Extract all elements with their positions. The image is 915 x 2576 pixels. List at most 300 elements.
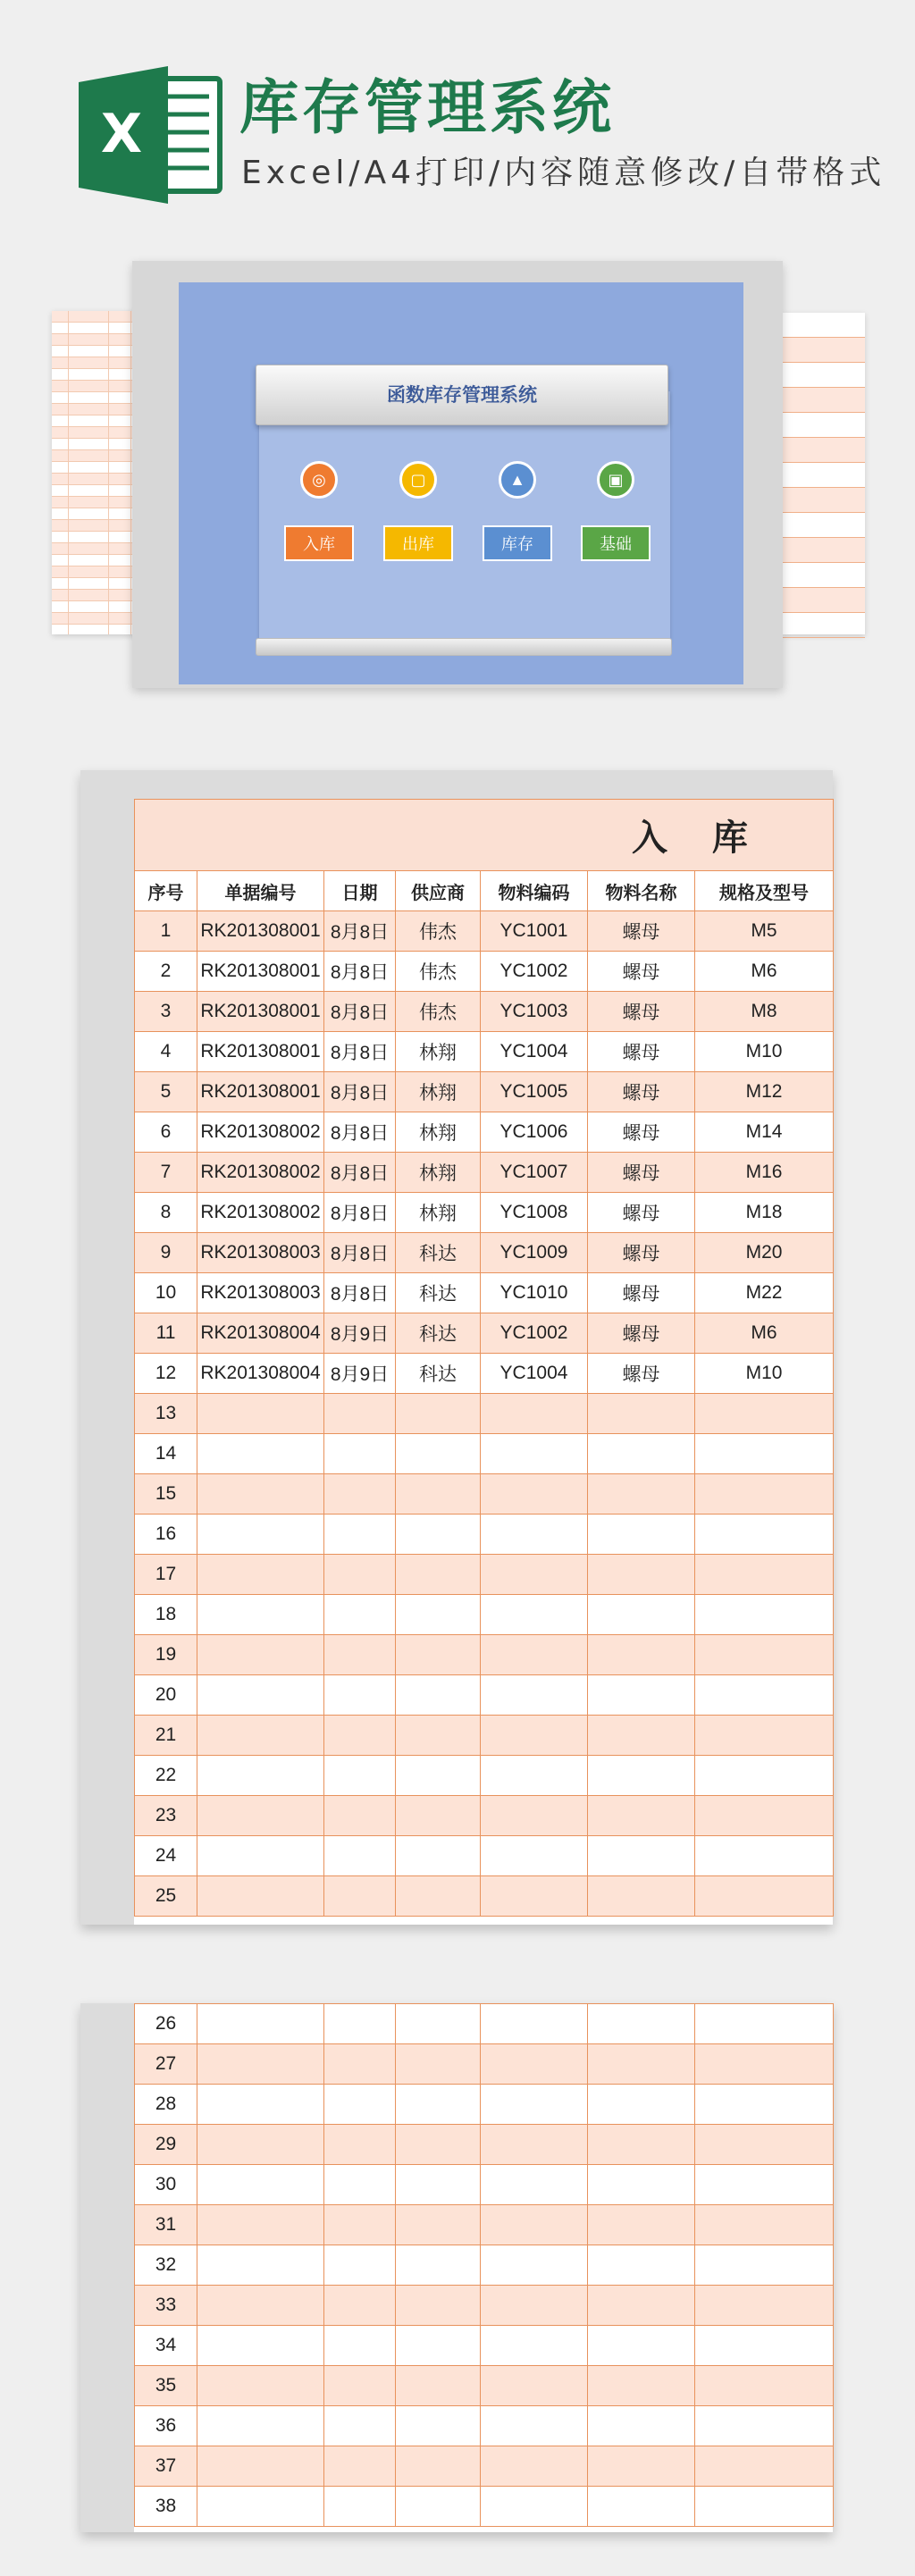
table-cell[interactable]: 16 <box>135 1515 197 1555</box>
table-cell[interactable] <box>324 1756 396 1796</box>
table-cell[interactable] <box>197 2286 324 2326</box>
table-row <box>135 2446 834 2487</box>
table-cell[interactable] <box>197 2085 324 2125</box>
table-cell[interactable]: 8月8日 <box>324 1233 396 1273</box>
table-cell[interactable] <box>197 2446 324 2487</box>
table-cell[interactable] <box>324 2446 396 2487</box>
table-cell[interactable] <box>197 2044 324 2085</box>
table-cell[interactable] <box>481 2125 588 2165</box>
table-cell[interactable] <box>588 1394 695 1434</box>
table-cell[interactable] <box>695 1836 834 1876</box>
table-cell[interactable] <box>197 1716 324 1756</box>
table-cell[interactable] <box>396 1515 481 1555</box>
table-cell[interactable]: RK201308001 <box>197 911 324 952</box>
table-cell[interactable] <box>324 2004 396 2044</box>
table-cell[interactable]: RK201308003 <box>197 1273 324 1313</box>
table-cell[interactable] <box>481 2286 588 2326</box>
table-cell[interactable]: 林翔 <box>396 1153 481 1193</box>
table-cell[interactable] <box>588 2286 695 2326</box>
table-cell[interactable]: 29 <box>135 2125 197 2165</box>
table-cell[interactable]: 螺母 <box>588 911 695 952</box>
table-cell[interactable]: RK201308001 <box>197 952 324 992</box>
table-cell[interactable]: 伟杰 <box>396 992 481 1032</box>
table-cell[interactable] <box>588 2326 695 2366</box>
table-row <box>135 1595 834 1635</box>
table-cell[interactable]: M6 <box>695 952 834 992</box>
table-cell[interactable] <box>695 1876 834 1917</box>
table-cell[interactable]: 6 <box>135 1112 197 1153</box>
table-cell[interactable] <box>481 1474 588 1515</box>
table-cell[interactable]: RK201308004 <box>197 1354 324 1394</box>
table-cell[interactable] <box>197 1394 324 1434</box>
table-cell[interactable]: 19 <box>135 1635 197 1675</box>
table-cell[interactable]: M12 <box>695 1072 834 1112</box>
table-cell[interactable] <box>197 2406 324 2446</box>
table-cell[interactable] <box>396 1675 481 1716</box>
table-cell[interactable] <box>324 2406 396 2446</box>
table-cell[interactable]: M10 <box>695 1032 834 1072</box>
table-row <box>135 1153 834 1193</box>
table-cell[interactable]: 30 <box>135 2165 197 2205</box>
inbound-button[interactable]: 入库 <box>284 525 354 561</box>
table-cell[interactable] <box>695 1394 834 1434</box>
table-cell[interactable]: 林翔 <box>396 1112 481 1153</box>
table-cell[interactable] <box>481 2326 588 2366</box>
table-cell[interactable]: 20 <box>135 1675 197 1716</box>
table-cell[interactable]: 科达 <box>396 1273 481 1313</box>
table-cell[interactable]: YC1002 <box>481 1313 588 1354</box>
table-cell[interactable] <box>396 1876 481 1917</box>
table-cell[interactable]: M22 <box>695 1273 834 1313</box>
menu-panel <box>259 384 670 643</box>
table-cell[interactable]: 23 <box>135 1796 197 1836</box>
table-cell[interactable] <box>588 1836 695 1876</box>
table-row <box>135 2406 834 2446</box>
table-cell[interactable]: M18 <box>695 1193 834 1233</box>
table-cell[interactable] <box>197 2004 324 2044</box>
table-cell[interactable] <box>481 2487 588 2527</box>
table-cell[interactable]: YC1006 <box>481 1112 588 1153</box>
table-cell[interactable]: RK201308004 <box>197 1313 324 1354</box>
table-row <box>135 1354 834 1394</box>
table-cell[interactable]: 8月8日 <box>324 992 396 1032</box>
table-cell[interactable] <box>695 1515 834 1555</box>
table-cell[interactable] <box>481 1836 588 1876</box>
table-cell[interactable] <box>695 2245 834 2286</box>
table-cell[interactable]: 37 <box>135 2446 197 2487</box>
table-cell[interactable] <box>695 2326 834 2366</box>
table-row <box>135 2245 834 2286</box>
table-cell[interactable]: M16 <box>695 1153 834 1193</box>
table-cell[interactable] <box>197 2245 324 2286</box>
table-cell[interactable] <box>324 2205 396 2245</box>
table-cell[interactable]: 8月8日 <box>324 1112 396 1153</box>
table-cell[interactable] <box>588 2165 695 2205</box>
table-cell[interactable]: 8月8日 <box>324 1193 396 1233</box>
menu-footer-bar <box>256 638 672 656</box>
table-cell[interactable] <box>695 2487 834 2527</box>
table-row <box>135 1112 834 1153</box>
table-cell[interactable]: 螺母 <box>588 1193 695 1233</box>
table-cell[interactable]: 8月8日 <box>324 1072 396 1112</box>
table-cell[interactable]: 8月8日 <box>324 911 396 952</box>
table-cell[interactable]: 螺母 <box>588 1313 695 1354</box>
table-cell[interactable]: RK201308002 <box>197 1112 324 1153</box>
table-cell[interactable]: 31 <box>135 2205 197 2245</box>
table-cell[interactable] <box>396 1836 481 1876</box>
table-cell[interactable]: 11 <box>135 1313 197 1354</box>
table-row <box>135 1756 834 1796</box>
table-cell[interactable]: YC1008 <box>481 1193 588 1233</box>
clipboard-icon: ▢ <box>399 461 437 499</box>
table-cell[interactable] <box>481 2446 588 2487</box>
table-cell[interactable]: 螺母 <box>588 1273 695 1313</box>
table-cell[interactable]: 9 <box>135 1233 197 1273</box>
table-cell[interactable] <box>324 2366 396 2406</box>
table-cell[interactable]: 2 <box>135 952 197 992</box>
table-cell[interactable] <box>197 1434 324 1474</box>
table-cell[interactable] <box>324 2125 396 2165</box>
table-cell[interactable] <box>324 2085 396 2125</box>
table-cell[interactable] <box>324 2286 396 2326</box>
table-cell[interactable] <box>695 2044 834 2085</box>
table-cell[interactable]: 林翔 <box>396 1072 481 1112</box>
table-cell[interactable] <box>695 1675 834 1716</box>
table-cell[interactable] <box>324 1635 396 1675</box>
table-cell[interactable] <box>588 1635 695 1675</box>
table-cell[interactable] <box>396 1716 481 1756</box>
table-cell[interactable] <box>396 2406 481 2446</box>
table-row <box>135 1434 834 1474</box>
table-cell[interactable]: 28 <box>135 2085 197 2125</box>
table-cell[interactable] <box>481 2406 588 2446</box>
table-cell[interactable]: YC1001 <box>481 911 588 952</box>
table-cell[interactable]: 科达 <box>396 1233 481 1273</box>
table-cell[interactable]: YC1007 <box>481 1153 588 1193</box>
table-cell[interactable]: 林翔 <box>396 1193 481 1233</box>
table-cell[interactable]: 螺母 <box>588 952 695 992</box>
table-cell[interactable]: 科达 <box>396 1313 481 1354</box>
table-cell[interactable] <box>481 1515 588 1555</box>
table-cell[interactable] <box>396 2085 481 2125</box>
menu-preview <box>132 261 783 688</box>
table-cell[interactable] <box>197 2366 324 2406</box>
table-cell[interactable]: 32 <box>135 2245 197 2286</box>
table-cell[interactable]: YC1004 <box>481 1354 588 1394</box>
table-cell[interactable]: 10 <box>135 1273 197 1313</box>
table-cell[interactable] <box>588 2366 695 2406</box>
table-cell[interactable] <box>588 1555 695 1595</box>
table-cell[interactable] <box>396 2004 481 2044</box>
table-cell[interactable] <box>481 1394 588 1434</box>
table-cell[interactable]: 22 <box>135 1756 197 1796</box>
table-cell[interactable] <box>588 2446 695 2487</box>
column-header: 日期 <box>324 871 396 911</box>
table-cell[interactable]: 36 <box>135 2406 197 2446</box>
table-cell[interactable] <box>396 1555 481 1595</box>
table-cell[interactable] <box>695 1796 834 1836</box>
table-cell[interactable]: M10 <box>695 1354 834 1394</box>
table-cell[interactable]: RK201308001 <box>197 1032 324 1072</box>
table-cell[interactable]: YC1010 <box>481 1273 588 1313</box>
table-cell[interactable]: 8月8日 <box>324 1032 396 1072</box>
table-cell[interactable] <box>197 1756 324 1796</box>
table-cell[interactable] <box>695 2165 834 2205</box>
table-cell[interactable] <box>197 1876 324 1917</box>
table-cell[interactable] <box>324 1876 396 1917</box>
table-cell[interactable] <box>324 2165 396 2205</box>
table-cell[interactable] <box>481 1876 588 1917</box>
table-cell[interactable] <box>396 2487 481 2527</box>
table-cell[interactable] <box>481 1595 588 1635</box>
table-row <box>135 1233 834 1273</box>
table-cell[interactable]: RK201308001 <box>197 1072 324 1112</box>
table-cell[interactable] <box>481 1675 588 1716</box>
table-cell[interactable]: 24 <box>135 1836 197 1876</box>
table-cell[interactable] <box>197 2487 324 2527</box>
table-cell[interactable] <box>695 2125 834 2165</box>
table-cell[interactable]: 27 <box>135 2044 197 2085</box>
table-cell[interactable] <box>588 1716 695 1756</box>
outbound-button[interactable]: 出库 <box>383 525 453 561</box>
table-cell[interactable] <box>324 2326 396 2366</box>
table-cell[interactable] <box>481 2044 588 2085</box>
column-header: 供应商 <box>396 871 481 911</box>
table-cell[interactable]: 螺母 <box>588 1153 695 1193</box>
table-cell[interactable] <box>396 1796 481 1836</box>
table-cell[interactable] <box>197 1635 324 1675</box>
table-cell[interactable] <box>324 1716 396 1756</box>
table-cell[interactable] <box>396 2165 481 2205</box>
table-cell[interactable] <box>396 2446 481 2487</box>
table-cell[interactable] <box>396 1394 481 1434</box>
table-cell[interactable] <box>324 2245 396 2286</box>
table-cell[interactable]: YC1004 <box>481 1032 588 1072</box>
page-subtitle: Excel/A4打印/内容随意修改/自带格式 <box>241 155 886 191</box>
table-cell[interactable] <box>396 2326 481 2366</box>
table-cell[interactable] <box>695 1716 834 1756</box>
table-cell[interactable] <box>324 2487 396 2527</box>
table-cell[interactable] <box>197 2205 324 2245</box>
table-cell[interactable] <box>481 1796 588 1836</box>
table-cell[interactable] <box>588 1756 695 1796</box>
table-cell[interactable]: 4 <box>135 1032 197 1072</box>
column-header: 物料编码 <box>481 871 588 911</box>
table-cell[interactable] <box>396 2366 481 2406</box>
table-row <box>135 1474 834 1515</box>
table-cell[interactable] <box>588 2085 695 2125</box>
table-cell[interactable] <box>324 2044 396 2085</box>
table-cell[interactable]: 35 <box>135 2366 197 2406</box>
table-cell[interactable]: YC1005 <box>481 1072 588 1112</box>
box-icon: ▣ <box>597 461 634 499</box>
table-cell[interactable] <box>396 2205 481 2245</box>
table-cell[interactable]: 15 <box>135 1474 197 1515</box>
table-cell[interactable] <box>481 2245 588 2286</box>
table-cell[interactable] <box>695 1474 834 1515</box>
table-cell[interactable]: RK201308001 <box>197 992 324 1032</box>
table-cell[interactable] <box>695 2446 834 2487</box>
table-cell[interactable]: 1 <box>135 911 197 952</box>
table-cell[interactable] <box>588 1434 695 1474</box>
table-cell[interactable]: 13 <box>135 1394 197 1434</box>
table-cell[interactable] <box>588 1515 695 1555</box>
table-cell[interactable] <box>695 1635 834 1675</box>
table-cell[interactable] <box>588 2245 695 2286</box>
table-cell[interactable]: 8月8日 <box>324 952 396 992</box>
table-cell[interactable] <box>396 2245 481 2286</box>
table-cell[interactable] <box>695 2406 834 2446</box>
table-cell[interactable]: 7 <box>135 1153 197 1193</box>
table-cell[interactable] <box>588 2406 695 2446</box>
table-cell[interactable] <box>695 1756 834 1796</box>
table-row <box>135 2085 834 2125</box>
table-cell[interactable]: YC1009 <box>481 1233 588 1273</box>
table-cell[interactable]: 8月8日 <box>324 1153 396 1193</box>
table-cell[interactable] <box>481 2366 588 2406</box>
table-cell[interactable] <box>695 2286 834 2326</box>
table-cell[interactable]: 18 <box>135 1595 197 1635</box>
table-cell[interactable] <box>324 1836 396 1876</box>
table-row <box>135 1313 834 1354</box>
table-cell[interactable] <box>197 1474 324 1515</box>
table-cell[interactable]: M6 <box>695 1313 834 1354</box>
table-cell[interactable]: 螺母 <box>588 1354 695 1394</box>
table-cell[interactable]: 12 <box>135 1354 197 1394</box>
table-cell[interactable]: 25 <box>135 1876 197 1917</box>
table-cell[interactable] <box>197 1555 324 1595</box>
table-cell[interactable] <box>324 1595 396 1635</box>
table-cell[interactable] <box>197 1595 324 1635</box>
table-cell[interactable]: 3 <box>135 992 197 1032</box>
table-cell[interactable]: 8月8日 <box>324 1273 396 1313</box>
table-cell[interactable] <box>324 1474 396 1515</box>
table-cell[interactable] <box>588 2004 695 2044</box>
table-cell[interactable]: 34 <box>135 2326 197 2366</box>
table-cell[interactable] <box>324 1394 396 1434</box>
table-cell[interactable] <box>481 2004 588 2044</box>
table-cell[interactable] <box>324 1515 396 1555</box>
table-cell[interactable] <box>588 2044 695 2085</box>
table-cell[interactable] <box>197 1796 324 1836</box>
table-cell[interactable] <box>481 1635 588 1675</box>
table-cell[interactable] <box>588 2487 695 2527</box>
table-cell[interactable] <box>695 2004 834 2044</box>
table-cell[interactable] <box>588 1474 695 1515</box>
table-cell[interactable] <box>695 2205 834 2245</box>
table-cell[interactable]: 科达 <box>396 1354 481 1394</box>
table-cell[interactable]: 8 <box>135 1193 197 1233</box>
table-cell[interactable]: 14 <box>135 1434 197 1474</box>
table-cell[interactable]: 螺母 <box>588 1072 695 1112</box>
table-cell[interactable] <box>588 1595 695 1635</box>
table-cell[interactable] <box>197 1515 324 1555</box>
table-cell[interactable] <box>324 1555 396 1595</box>
table-cell[interactable]: 林翔 <box>396 1032 481 1072</box>
table-cell[interactable] <box>695 1595 834 1635</box>
table-cell[interactable]: RK201308002 <box>197 1153 324 1193</box>
table-cell[interactable] <box>396 1434 481 1474</box>
table-cell[interactable]: YC1002 <box>481 952 588 992</box>
table-cell[interactable]: RK201308002 <box>197 1193 324 1233</box>
table-cell[interactable] <box>197 2125 324 2165</box>
table-cell[interactable] <box>197 2165 324 2205</box>
table-row <box>135 1675 834 1716</box>
table-cell[interactable]: 26 <box>135 2004 197 2044</box>
table-cell[interactable] <box>396 2125 481 2165</box>
table-cell[interactable] <box>396 2044 481 2085</box>
table-cell[interactable] <box>481 2165 588 2205</box>
table-cell[interactable]: 伟杰 <box>396 911 481 952</box>
table-cell[interactable] <box>588 1876 695 1917</box>
table-cell[interactable] <box>396 1595 481 1635</box>
table-cell[interactable]: 8月9日 <box>324 1313 396 1354</box>
table-row <box>135 2286 834 2326</box>
table-cell[interactable]: 17 <box>135 1555 197 1595</box>
table-cell[interactable] <box>588 2125 695 2165</box>
table-cell[interactable] <box>197 1675 324 1716</box>
table-cell[interactable] <box>197 2326 324 2366</box>
table-cell[interactable] <box>481 1756 588 1796</box>
table-cell[interactable]: 5 <box>135 1072 197 1112</box>
table-cell[interactable]: 8月9日 <box>324 1354 396 1394</box>
table-cell[interactable]: 伟杰 <box>396 952 481 992</box>
basics-button[interactable]: 基础 <box>581 525 651 561</box>
table-cell[interactable]: M5 <box>695 911 834 952</box>
inventory-button[interactable]: 库存 <box>483 525 552 561</box>
table-cell[interactable]: 21 <box>135 1716 197 1756</box>
table-cell[interactable] <box>695 1555 834 1595</box>
table-cell[interactable] <box>324 1675 396 1716</box>
table-cell[interactable]: 螺母 <box>588 1233 695 1273</box>
table-cell[interactable] <box>396 1635 481 1675</box>
table-cell[interactable]: 33 <box>135 2286 197 2326</box>
table-cell[interactable] <box>695 2366 834 2406</box>
table-cell[interactable] <box>588 2205 695 2245</box>
table-cell[interactable] <box>324 1796 396 1836</box>
table-row <box>135 2487 834 2527</box>
table-cell[interactable] <box>197 1836 324 1876</box>
table-cell[interactable] <box>324 1434 396 1474</box>
table-cell[interactable] <box>481 2085 588 2125</box>
table-cell[interactable] <box>481 1555 588 1595</box>
column-header: 单据编号 <box>197 871 324 911</box>
table-cell[interactable]: RK201308003 <box>197 1233 324 1273</box>
table-cell[interactable]: 螺母 <box>588 992 695 1032</box>
table-row <box>135 1193 834 1233</box>
table-cell[interactable] <box>588 1796 695 1836</box>
table-row <box>135 1555 834 1595</box>
table-cell[interactable] <box>396 1756 481 1796</box>
table-cell[interactable] <box>695 2085 834 2125</box>
table-row <box>135 1273 834 1313</box>
table-cell[interactable]: 38 <box>135 2487 197 2527</box>
table-cell[interactable] <box>396 1474 481 1515</box>
table-cell[interactable]: M14 <box>695 1112 834 1153</box>
table-cell[interactable] <box>588 1675 695 1716</box>
table-cell[interactable]: YC1003 <box>481 992 588 1032</box>
table-cell[interactable] <box>695 1434 834 1474</box>
table-cell[interactable] <box>481 1716 588 1756</box>
table-cell[interactable] <box>481 1434 588 1474</box>
table-cell[interactable]: 螺母 <box>588 1112 695 1153</box>
table-cell[interactable] <box>396 2286 481 2326</box>
table-cell[interactable] <box>481 2205 588 2245</box>
table-cell[interactable]: M8 <box>695 992 834 1032</box>
table-row <box>135 1635 834 1675</box>
table-cell[interactable]: M20 <box>695 1233 834 1273</box>
table-cell[interactable]: 螺母 <box>588 1032 695 1072</box>
